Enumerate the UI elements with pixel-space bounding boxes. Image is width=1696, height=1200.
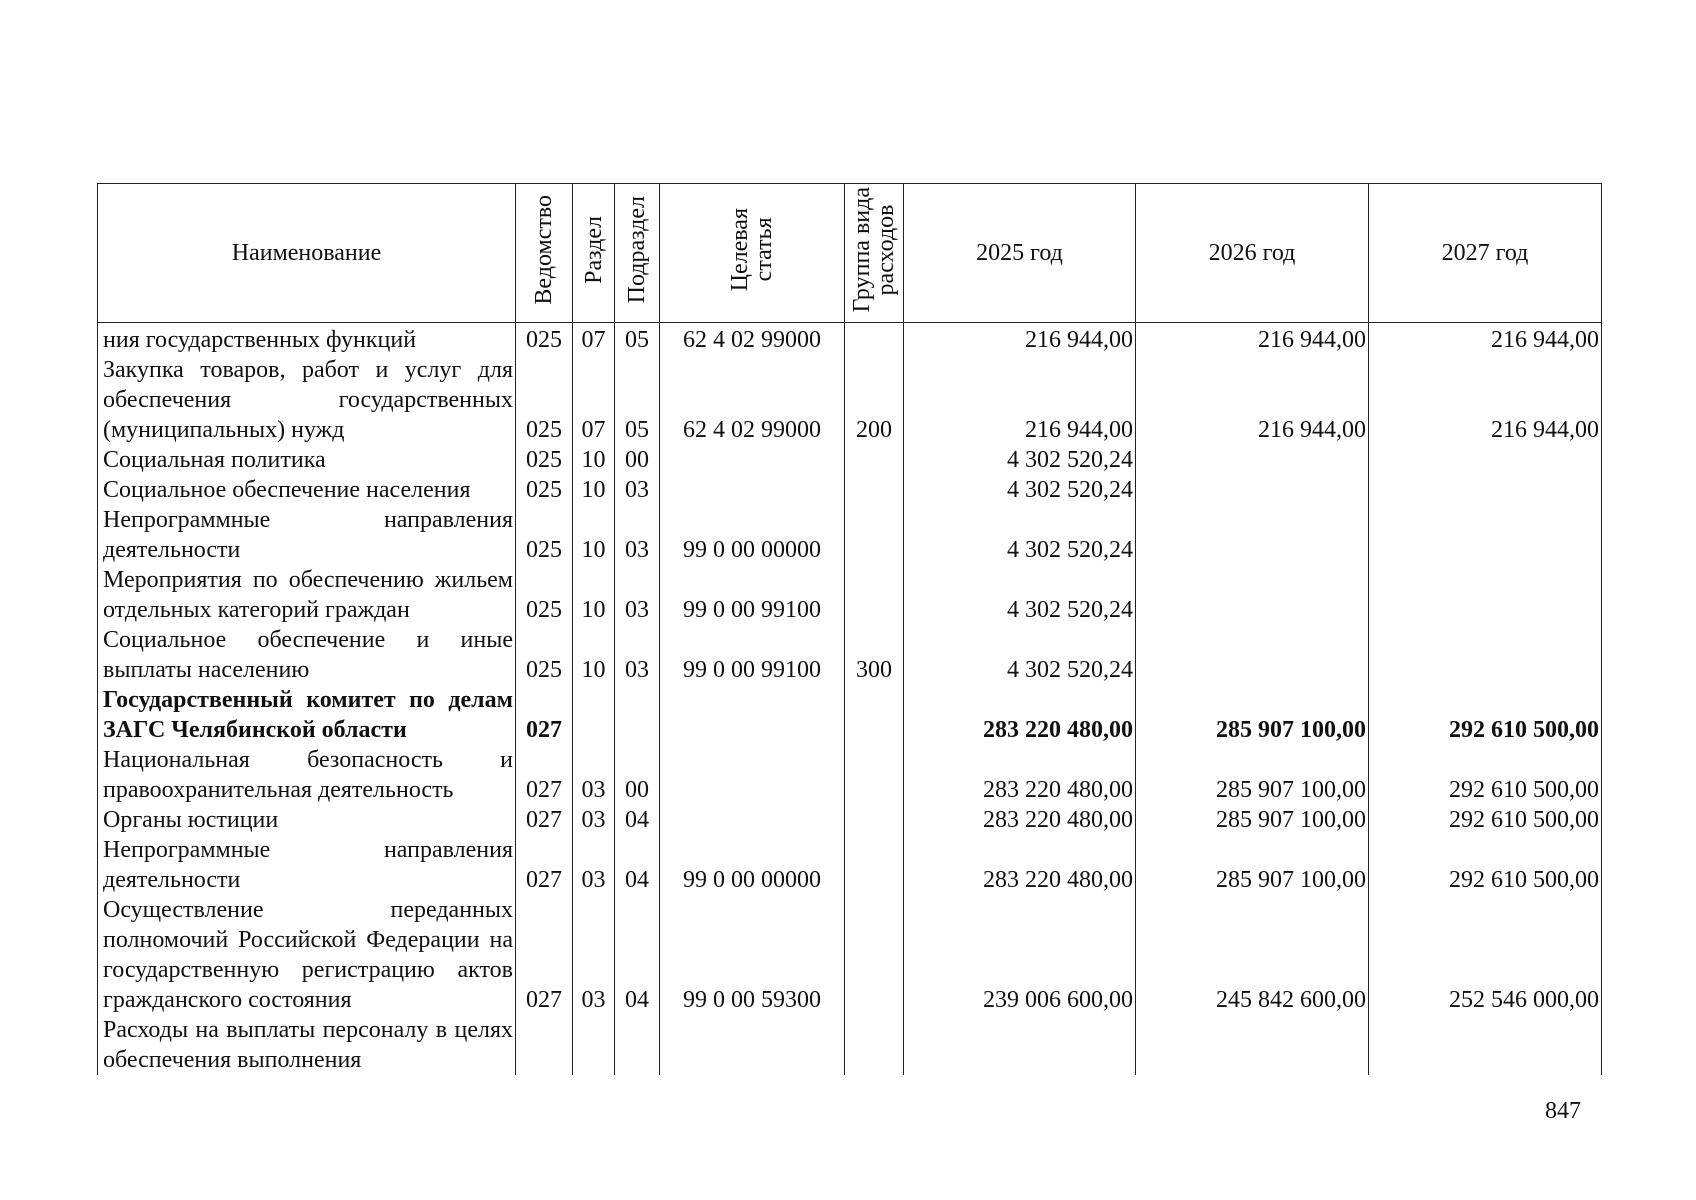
- cell-celevaya-statya: 99 0 00 00000: [660, 505, 845, 565]
- budget-table: [97, 183, 1602, 1075]
- cell-2026: 245 842 600,00: [1136, 895, 1369, 1015]
- table-row: [98, 745, 1602, 805]
- cell-gruppa: [845, 475, 904, 505]
- cell-celevaya-statya: [660, 805, 845, 835]
- cell-2025: 4 302 520,24: [904, 445, 1136, 475]
- cell-name: Национальная безопасность и правоохранительная деятельность: [98, 745, 516, 805]
- cell-vedomstvo: 025: [516, 355, 573, 445]
- table-row: [98, 895, 1602, 1015]
- cell-2026: 216 944,00: [1136, 355, 1369, 445]
- cell-podrazdel: 03: [615, 565, 660, 625]
- cell-razdel: 10: [573, 505, 615, 565]
- cell-2027: [1369, 625, 1602, 685]
- cell-2026: [1136, 1015, 1369, 1075]
- cell-podrazdel: 03: [615, 625, 660, 685]
- table-row: [98, 625, 1602, 685]
- cell-vedomstvo: 027: [516, 685, 573, 745]
- cell-celevaya-statya: 62 4 02 99000: [660, 355, 845, 445]
- cell-razdel: 07: [573, 323, 615, 356]
- cell-vedomstvo: 027: [516, 835, 573, 895]
- cell-2027: [1369, 475, 1602, 505]
- cell-razdel: [573, 1015, 615, 1075]
- cell-vedomstvo: 025: [516, 445, 573, 475]
- cell-2027: 252 546 000,00: [1369, 895, 1602, 1015]
- cell-2027: 216 944,00: [1369, 323, 1602, 356]
- cell-razdel: 03: [573, 895, 615, 1015]
- cell-name: Непрограммные направления деятельности: [98, 505, 516, 565]
- table-row-department: [98, 685, 1602, 745]
- table-row: [98, 1015, 1602, 1075]
- page-number: 847: [1545, 1098, 1581, 1124]
- cell-name: Органы юстиции: [98, 805, 516, 835]
- cell-podrazdel: 05: [615, 323, 660, 356]
- cell-razdel: [573, 685, 615, 745]
- cell-razdel: 10: [573, 565, 615, 625]
- table-row: [98, 505, 1602, 565]
- cell-2027: 216 944,00: [1369, 355, 1602, 445]
- cell-2025: [904, 1015, 1136, 1075]
- cell-podrazdel: 00: [615, 745, 660, 805]
- table-row: [98, 323, 1602, 356]
- cell-gruppa: 200: [845, 355, 904, 445]
- table-row: [98, 475, 1602, 505]
- cell-2026: 285 907 100,00: [1136, 805, 1369, 835]
- cell-name: Государственный комитет по делам ЗАГС Челябинской области: [98, 685, 516, 745]
- cell-gruppa: [845, 505, 904, 565]
- cell-name: ния государственных функций: [98, 323, 516, 356]
- cell-razdel: 10: [573, 475, 615, 505]
- cell-2026: [1136, 475, 1369, 505]
- cell-name: Мероприятия по обеспечению жильем отдельных категорий граждан: [98, 565, 516, 625]
- cell-gruppa: [845, 445, 904, 475]
- cell-vedomstvo: 025: [516, 565, 573, 625]
- cell-2025: 4 302 520,24: [904, 505, 1136, 565]
- cell-vedomstvo: 025: [516, 625, 573, 685]
- cell-2026: 285 907 100,00: [1136, 685, 1369, 745]
- cell-2027: [1369, 565, 1602, 625]
- header-name: Наименование: [98, 184, 516, 323]
- cell-celevaya-statya: [660, 685, 845, 745]
- cell-2025: 4 302 520,24: [904, 625, 1136, 685]
- cell-podrazdel: 04: [615, 805, 660, 835]
- cell-celevaya-statya: [660, 745, 845, 805]
- cell-gruppa: [845, 805, 904, 835]
- cell-2025: 216 944,00: [904, 355, 1136, 445]
- cell-name: Закупка товаров, работ и услуг для обеспечения государственных (муниципальных) нужд: [98, 355, 516, 445]
- cell-name: Осуществление переданных полномочий Российской Федерации на государственную регистрацию актов гражданского состояния: [98, 895, 516, 1015]
- cell-celevaya-statya: 99 0 00 99100: [660, 565, 845, 625]
- cell-2026: [1136, 505, 1369, 565]
- cell-razdel: 03: [573, 835, 615, 895]
- cell-celevaya-statya: [660, 445, 845, 475]
- cell-podrazdel: [615, 685, 660, 745]
- table-row: [98, 355, 1602, 445]
- cell-podrazdel: [615, 1015, 660, 1075]
- cell-2025: 283 220 480,00: [904, 685, 1136, 745]
- cell-vedomstvo: 027: [516, 745, 573, 805]
- table-row: [98, 835, 1602, 895]
- cell-2026: [1136, 565, 1369, 625]
- header-celevaya-statya: Целевая статья: [660, 184, 845, 323]
- header-vedomstvo: Ведомство: [516, 184, 573, 323]
- cell-2026: [1136, 625, 1369, 685]
- cell-celevaya-statya: 99 0 00 99100: [660, 625, 845, 685]
- cell-razdel: 10: [573, 445, 615, 475]
- cell-name: Расходы на выплаты персоналу в целях обеспечения выполнения: [98, 1015, 516, 1075]
- cell-2027: [1369, 445, 1602, 475]
- cell-razdel: 03: [573, 745, 615, 805]
- cell-vedomstvo: 025: [516, 475, 573, 505]
- cell-razdel: 03: [573, 805, 615, 835]
- cell-2026: [1136, 445, 1369, 475]
- cell-2025: 283 220 480,00: [904, 745, 1136, 805]
- table-row: [98, 445, 1602, 475]
- cell-gruppa: [845, 565, 904, 625]
- cell-gruppa: [845, 745, 904, 805]
- cell-gruppa: [845, 835, 904, 895]
- cell-celevaya-statya: 99 0 00 59300: [660, 895, 845, 1015]
- header-year-2027: 2027 год: [1369, 184, 1602, 323]
- cell-podrazdel: 00: [615, 445, 660, 475]
- cell-razdel: 10: [573, 625, 615, 685]
- cell-name: Непрограммные направления деятельности: [98, 835, 516, 895]
- cell-vedomstvo: 025: [516, 323, 573, 356]
- cell-name: Социальная политика: [98, 445, 516, 475]
- cell-celevaya-statya: [660, 1015, 845, 1075]
- cell-2026: 216 944,00: [1136, 323, 1369, 356]
- cell-name: Социальное обеспечение населения: [98, 475, 516, 505]
- header-gruppa-vida-rashodov: Группа вида расходов: [845, 184, 904, 323]
- cell-2025: 283 220 480,00: [904, 805, 1136, 835]
- cell-gruppa: [845, 895, 904, 1015]
- table-header-row: [98, 184, 1602, 323]
- cell-2025: 4 302 520,24: [904, 475, 1136, 505]
- cell-2025: 239 006 600,00: [904, 895, 1136, 1015]
- cell-2026: 285 907 100,00: [1136, 835, 1369, 895]
- cell-2027: 292 610 500,00: [1369, 745, 1602, 805]
- cell-2025: 4 302 520,24: [904, 565, 1136, 625]
- header-razdel: Раздел: [573, 184, 615, 323]
- cell-celevaya-statya: 99 0 00 00000: [660, 835, 845, 895]
- cell-razdel: 07: [573, 355, 615, 445]
- header-year-2025: 2025 год: [904, 184, 1136, 323]
- cell-2025: 283 220 480,00: [904, 835, 1136, 895]
- table-row: [98, 565, 1602, 625]
- cell-gruppa: [845, 685, 904, 745]
- header-year-2026: 2026 год: [1136, 184, 1369, 323]
- cell-2027: [1369, 1015, 1602, 1075]
- cell-2027: 292 610 500,00: [1369, 835, 1602, 895]
- cell-2027: 292 610 500,00: [1369, 685, 1602, 745]
- cell-podrazdel: 03: [615, 475, 660, 505]
- cell-podrazdel: 05: [615, 355, 660, 445]
- header-podrazdel: Подраздел: [615, 184, 660, 323]
- cell-vedomstvo: 027: [516, 895, 573, 1015]
- cell-celevaya-statya: 62 4 02 99000: [660, 323, 845, 356]
- cell-gruppa: [845, 1015, 904, 1075]
- cell-2026: 285 907 100,00: [1136, 745, 1369, 805]
- cell-2027: 292 610 500,00: [1369, 805, 1602, 835]
- cell-2025: 216 944,00: [904, 323, 1136, 356]
- cell-gruppa: 300: [845, 625, 904, 685]
- cell-podrazdel: 04: [615, 895, 660, 1015]
- table-row: [98, 805, 1602, 835]
- cell-podrazdel: 03: [615, 505, 660, 565]
- cell-vedomstvo: 025: [516, 505, 573, 565]
- table-body: [98, 323, 1602, 1076]
- cell-2027: [1369, 505, 1602, 565]
- cell-name: Социальное обеспечение и иные выплаты населению: [98, 625, 516, 685]
- cell-celevaya-statya: [660, 475, 845, 505]
- cell-vedomstvo: [516, 1015, 573, 1075]
- cell-podrazdel: 04: [615, 835, 660, 895]
- cell-vedomstvo: 027: [516, 805, 573, 835]
- cell-gruppa: [845, 323, 904, 356]
